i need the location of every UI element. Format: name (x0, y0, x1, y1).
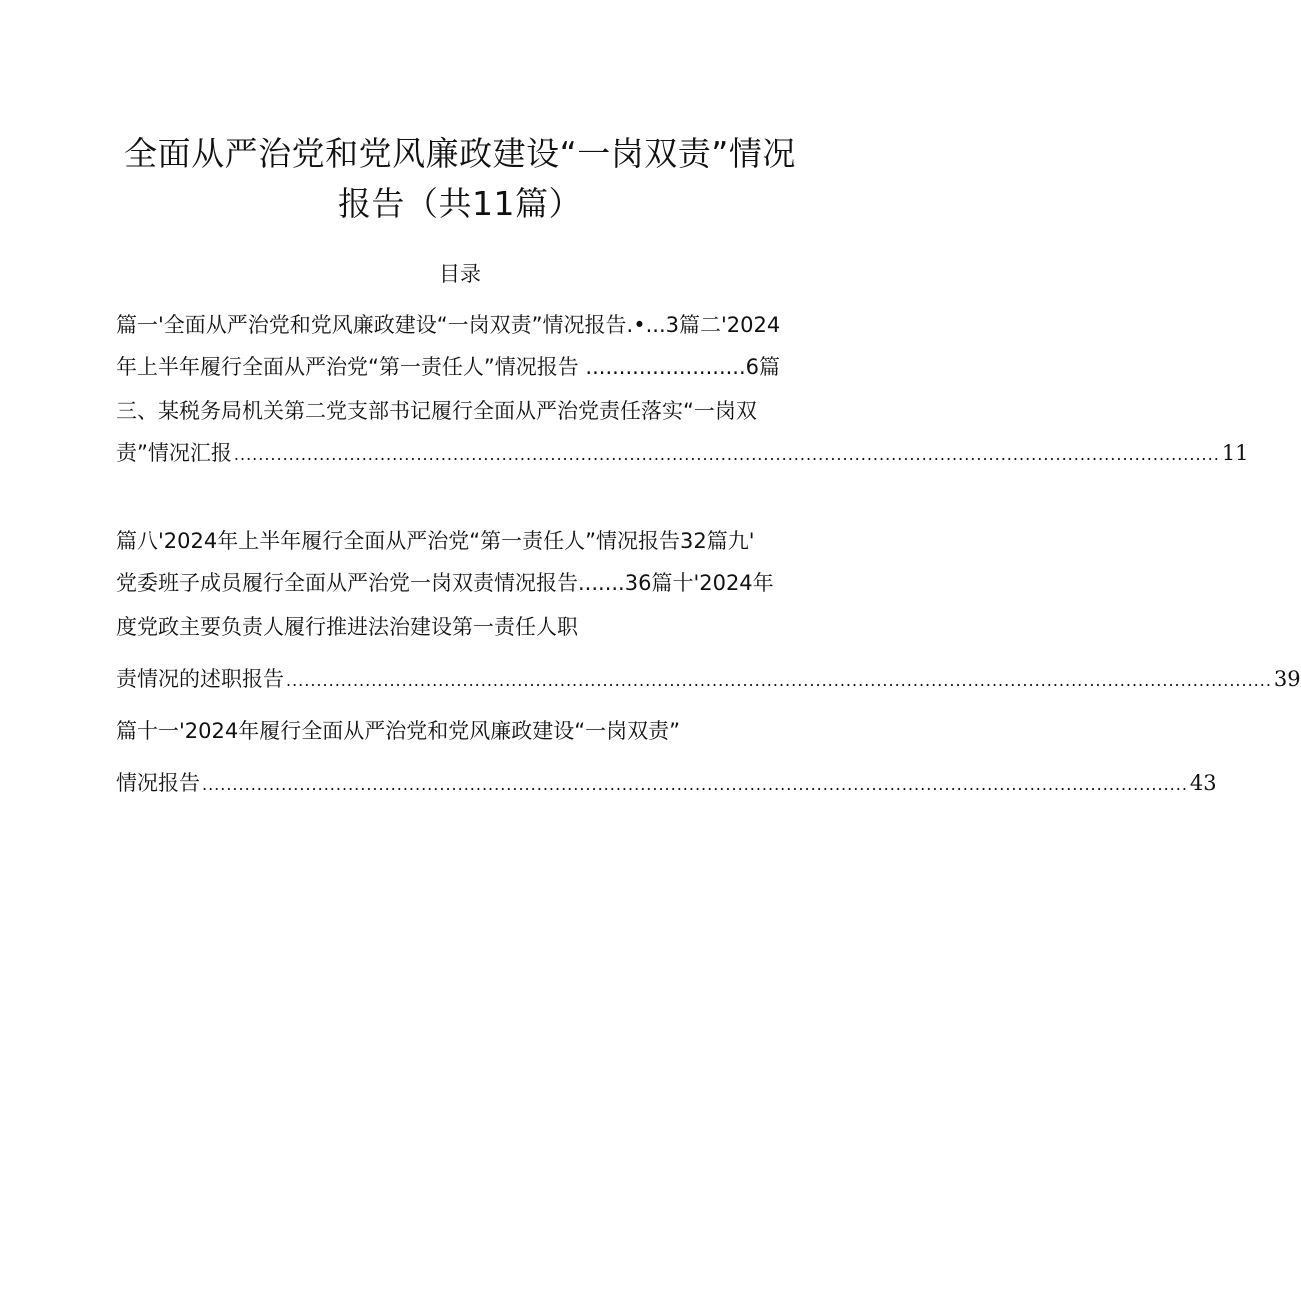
toc-line-6[interactable]: 党委班子成员履行全面从严治党一岗双责情况报告.......36篇十'2024年 (116, 571, 774, 595)
document-title-line-2: 报告（共11篇） (338, 184, 582, 223)
document-title-line-1: 全面从严治党和党风廉政建设“一岗双责”情况 (124, 134, 796, 173)
toc-line-9[interactable]: 篇十一'2024年履行全面从严治党和党风廉政建设“一岗双责” (116, 719, 680, 743)
toc-entry-3[interactable] (116, 438, 1249, 470)
toc-line-7[interactable]: 度党政主要负责人履行推进法治建设第一责任人职 (116, 615, 578, 639)
toc-line-5[interactable]: 篇八'2024年上半年履行全面从严治党“第一责任人”情况报告32篇九' (116, 529, 755, 553)
toc-line-1[interactable]: 篇一'全面从严治党和党风廉政建设“一岗双责”情况报告.•...3篇二'2024 (116, 313, 781, 337)
toc-entry-10[interactable] (116, 664, 1301, 696)
dot-leader: .................................................................................................................................................................. (286, 671, 1272, 690)
toc-line-2[interactable]: 年上半年履行全面从严治党“第一责任人”情况报告 ........................6篇 (116, 355, 780, 379)
toc-entry-label: 责情况的述职报告 (116, 667, 284, 691)
dot-leader: .................................................................................................................................................................. (202, 775, 1188, 794)
toc-page-number: 11 (1221, 441, 1249, 465)
toc-page-number: 43 (1189, 771, 1217, 795)
dot-leader: .................................................................................................................................................................. (233, 445, 1220, 464)
toc-page-number: 39 (1273, 667, 1301, 691)
toc-entry-label: 责”情况汇报 (116, 441, 232, 465)
toc-entry-label: 情况报告 (116, 771, 200, 795)
toc-heading: 目录 (439, 262, 481, 286)
toc-entry-11[interactable] (116, 768, 1217, 800)
toc-line-3[interactable]: 三、某税务局机关第二党支部书记履行全面从严治党责任落实“一岗双 (116, 399, 757, 423)
